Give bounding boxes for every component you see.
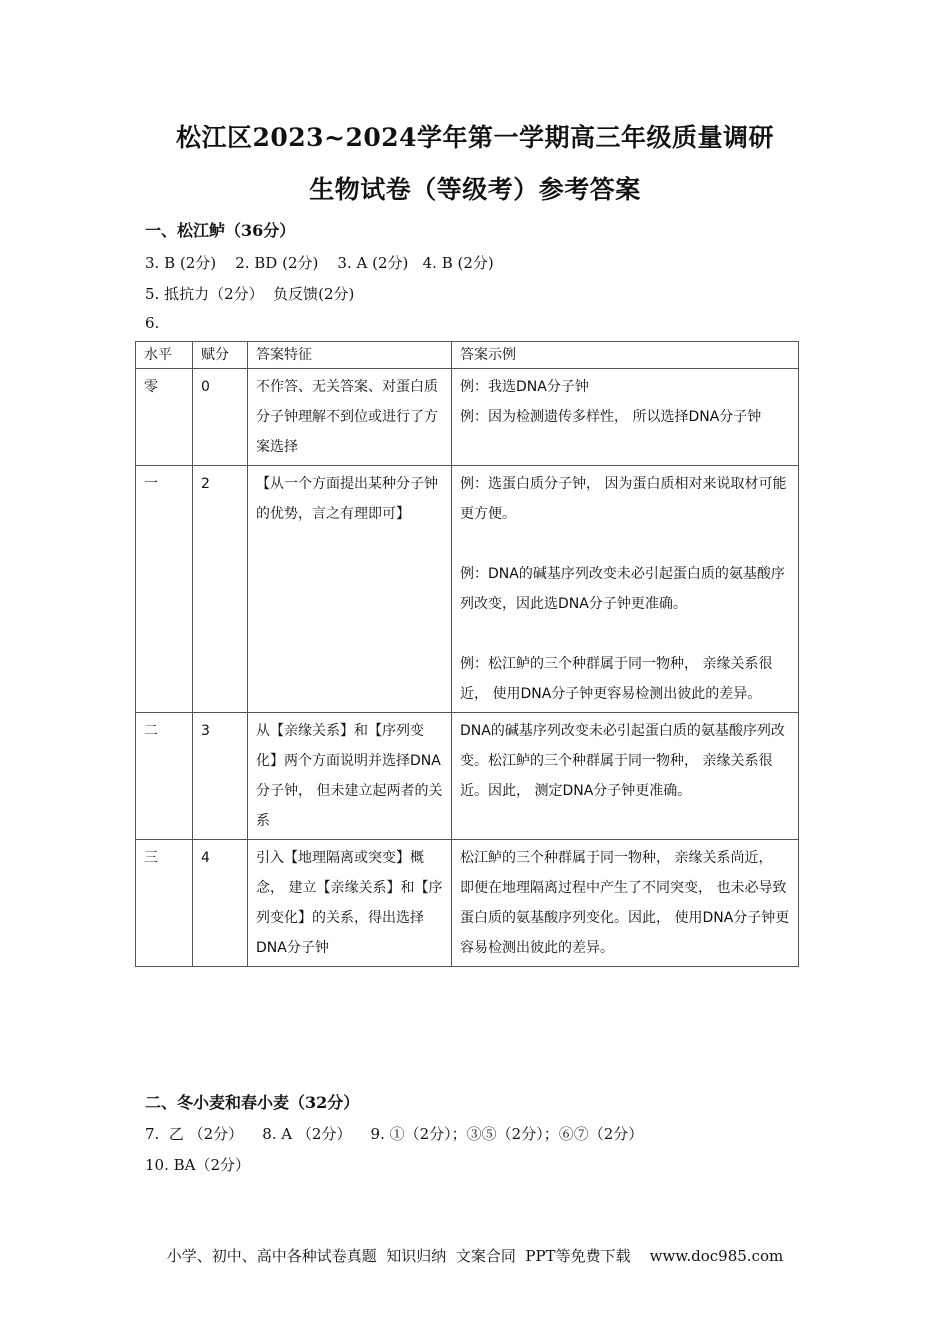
example-text: DNA的碱基序列改变未必引起蛋白质的氨基酸序列改变。松江鲈的三个种群属于同一物种， 亲缘关系很近。因此， 测定DNA分子钟更准确。 — [460, 723, 785, 799]
example-text: 例：选蛋白质分子钟， 因为蛋白质相对来说取材可能更方便。 — [460, 476, 787, 522]
level-cell: 二 — [136, 713, 193, 840]
header-score: 赋分 — [193, 342, 248, 369]
answers-1-4: 3. B (2分) 2. BD (2分) 3. A (2分) 4. B (2分) — [145, 254, 494, 272]
answers-7-9: 7. 乙 （2分） 8. A （2分） 9. ①（2分）；③⑤（2分）；⑥⑦（2分） — [145, 1125, 644, 1143]
example-cell — [452, 466, 799, 713]
score-cell: 4 — [193, 840, 248, 967]
example-text: 例：我选DNA分子钟 — [460, 379, 589, 395]
header-level: 水平 — [136, 342, 193, 369]
feature-cell: 引入【地理隔离或突变】概念， 建立【亲缘关系】和【序列变化】的关系，得出选择DNA分子钟 — [248, 840, 452, 967]
section-2-heading: 二、冬小麦和春小麦（32分） — [145, 1093, 360, 1112]
table-row — [136, 713, 799, 840]
example-cell — [452, 713, 799, 840]
table-row — [136, 369, 799, 466]
answer-6-label: 6. — [145, 314, 160, 332]
example-cell — [452, 369, 799, 466]
example-text: 例：因为检测遗传多样性， 所以选择DNA分子钟 — [460, 409, 762, 425]
table-row — [136, 466, 799, 713]
example-text: 松江鲈的三个种群属于同一物种， 亲缘关系尚近， 即便在地理隔离过程中产生了不同突变， 也未必导致蛋白质的氨基酸序列变化。因此， 使用DNA分子钟更容易检测出彼此的差异。 — [460, 850, 790, 956]
section-1-heading: 一、松江鲈（36分） — [145, 221, 296, 240]
level-cell: 零 — [136, 369, 193, 466]
answer-5: 5. 抵抗力（2分） 负反馈(2分) — [145, 285, 355, 303]
header-feature: 答案特征 — [248, 342, 452, 369]
level-cell: 三 — [136, 840, 193, 967]
feature-cell: 【从一个方面提出某种分子钟的优势，言之有理即可】 — [248, 466, 452, 713]
example-cell — [452, 840, 799, 967]
table-header-row — [136, 342, 799, 369]
score-cell: 3 — [193, 713, 248, 840]
feature-cell: 不作答、无关答案、对蛋白质分子钟理解不到位或进行了方案选择 — [248, 369, 452, 466]
table-row — [136, 840, 799, 967]
example-text: 例：DNA的碱基序列改变未必引起蛋白质的氨基酸序列改变，因此选DNA分子钟更准确。 — [460, 566, 785, 612]
feature-cell: 从【亲缘关系】和【序列变化】两个方面说明并选择DNA分子钟， 但未建立起两者的关系 — [248, 713, 452, 840]
answer-10: 10. BA（2分） — [145, 1156, 251, 1174]
score-cell: 0 — [193, 369, 248, 466]
example-text: 例：松江鲈的三个种群属于同一物种， 亲缘关系很近， 使用DNA分子钟更容易检测出彼此的差异。 — [460, 656, 773, 702]
footer-text: 小学、初中、高中各种试卷真题 知识归纳 文案合同 PPT等免费下载 www.doc985.com — [166, 1247, 784, 1265]
level-cell: 一 — [136, 466, 193, 713]
page-title: 松江区2023~2024学年第一学期高三年级质量调研 — [175, 123, 775, 152]
score-cell: 2 — [193, 466, 248, 713]
scoring-table — [135, 341, 799, 967]
header-example: 答案示例 — [452, 342, 799, 369]
page-subtitle: 生物试卷（等级考）参考答案 — [309, 175, 641, 204]
